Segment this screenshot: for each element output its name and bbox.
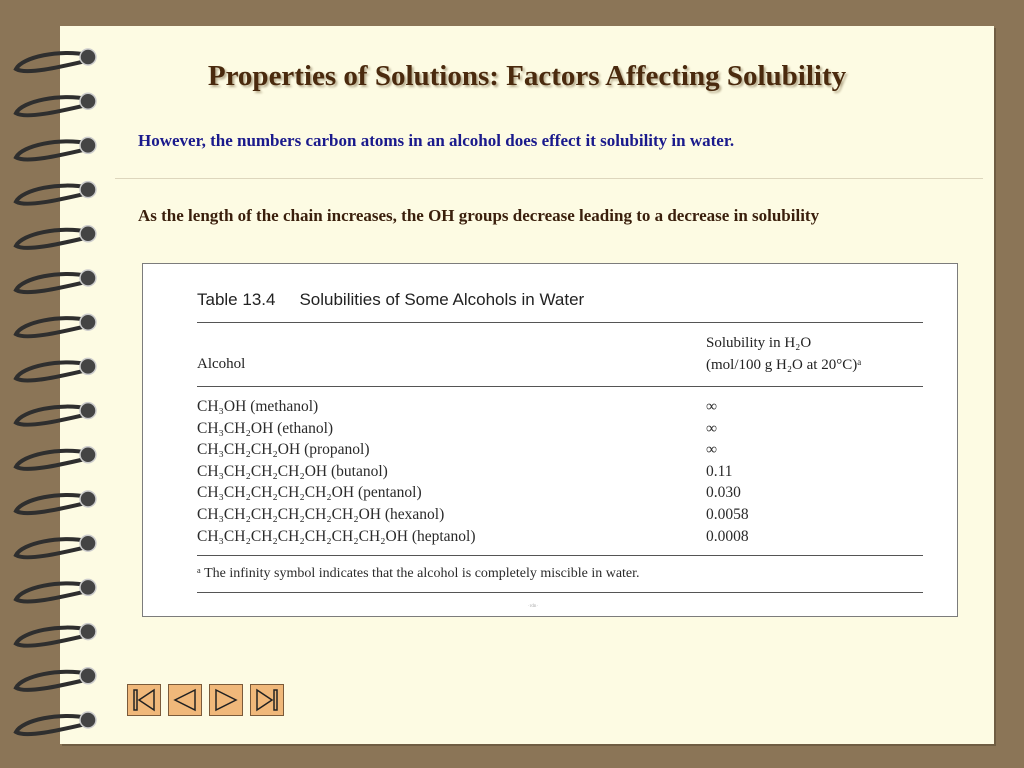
- spiral-ring: [16, 451, 88, 469]
- solubility-table-figure: [142, 263, 958, 617]
- solubility-value: ∞: [706, 419, 718, 437]
- spiral-hole: [80, 579, 96, 595]
- spiral-hole: [80, 270, 96, 286]
- spiral-ring: [16, 274, 88, 292]
- slide-navigation: [127, 684, 284, 716]
- last-slide-button[interactable]: [250, 684, 284, 716]
- spiral-ring: [16, 672, 88, 690]
- next-slide-button[interactable]: [209, 684, 243, 716]
- table-title: [197, 290, 608, 310]
- body-text: As the length of the chain increases, the OH groups decrease leading to a decrease in solubility: [138, 206, 820, 225]
- next-slide-icon: [212, 687, 240, 713]
- previous-slide-button[interactable]: [168, 684, 202, 716]
- solubility-value: 0.030: [706, 484, 741, 502]
- intro-text: However, the numbers carbon atoms in an alcohol does effect it solubility in water.: [138, 131, 735, 150]
- spiral-hole: [80, 358, 96, 374]
- first-slide-button[interactable]: [127, 684, 161, 716]
- spiral-hole: [80, 314, 96, 330]
- spiral-hole: [80, 668, 96, 684]
- table-number: Table 13.4: [197, 290, 276, 309]
- solubility-value: 0.0008: [706, 527, 749, 545]
- spiral-hole: [80, 624, 96, 640]
- table-rule-bottom: [197, 555, 923, 556]
- spiral-hole: [80, 226, 96, 242]
- first-slide-icon: [130, 687, 158, 713]
- table-caption: Solubilities of Some Alcohols in Water: [299, 290, 585, 309]
- spiral-hole: [80, 447, 96, 463]
- alcohol-name: CH₃OH (methanol): [197, 398, 319, 415]
- table-rule-header: [197, 386, 923, 387]
- spiral-ring: [16, 141, 88, 159]
- spiral-hole: [80, 182, 96, 198]
- spiral-ring: [16, 97, 88, 115]
- spiral-ring: [16, 716, 88, 734]
- table-row: [197, 441, 897, 463]
- spiral-hole: [80, 491, 96, 507]
- slide-title: Properties of Solutions: Factors Affecting Solubility: [207, 60, 847, 92]
- alcohol-name: CH₃CH₂CH₂CH₂CH₂CH₂CH₂OH (heptanol): [197, 527, 476, 545]
- spiral-ring: [16, 628, 88, 646]
- table-footnote: ᵃ The infinity symbol indicates that the alcohol is completely miscible in water.: [197, 566, 640, 581]
- spiral-hole: [80, 403, 96, 419]
- solubility-value: 0.11: [706, 462, 733, 480]
- previous-slide-icon: [171, 687, 199, 713]
- alcohol-name: CH₃CH₂CH₂CH₂CH₂OH (pentanol): [197, 484, 422, 502]
- spiral-hole: [80, 93, 96, 109]
- column-header-alcohol: Alcohol: [197, 356, 246, 372]
- alcohol-name: CH₃CH₂CH₂CH₂CH₂CH₂OH (hexanol): [197, 505, 445, 523]
- table-row: [197, 484, 897, 506]
- last-slide-icon: [253, 687, 281, 713]
- table-rule-footnote: [197, 592, 923, 593]
- column-header-solubility-line1: Solubility in H₂O: [706, 335, 812, 351]
- spiral-ring: [16, 318, 88, 336]
- solubility-value: ∞: [706, 398, 718, 415]
- spiral-hole: [80, 137, 96, 153]
- table-row: [197, 463, 897, 485]
- alcohol-name: CH₃CH₂CH₂OH (propanol): [197, 441, 370, 459]
- divider: [115, 178, 983, 179]
- column-header-solubility: [706, 332, 861, 376]
- table-row: [197, 398, 897, 420]
- figure-mark: ·rdn·: [528, 604, 538, 609]
- alcohol-name: CH₃CH₂CH₂CH₂OH (butanol): [197, 462, 388, 480]
- table-row: [197, 420, 897, 442]
- spiral-hole: [80, 535, 96, 551]
- table-body: [197, 398, 897, 549]
- spiral-hole: [80, 712, 96, 728]
- spiral-ring: [16, 495, 88, 513]
- spiral-ring: [16, 362, 88, 380]
- spiral-ring: [16, 539, 88, 557]
- table-rule-top: [197, 322, 923, 323]
- spiral-ring: [16, 583, 88, 601]
- solubility-value: 0.0058: [706, 505, 749, 523]
- spiral-ring: [16, 230, 88, 248]
- solubility-value: ∞: [706, 441, 718, 459]
- spiral-ring: [16, 186, 88, 204]
- spiral-ring: [16, 407, 88, 425]
- column-header-solubility-line2: (mol/100 g H₂O at 20°C)ᵃ: [706, 357, 862, 373]
- spiral-binding: [0, 0, 110, 768]
- table-row: [197, 528, 897, 550]
- alcohol-name: CH₃CH₂OH (ethanol): [197, 419, 334, 437]
- table-row: [197, 506, 897, 528]
